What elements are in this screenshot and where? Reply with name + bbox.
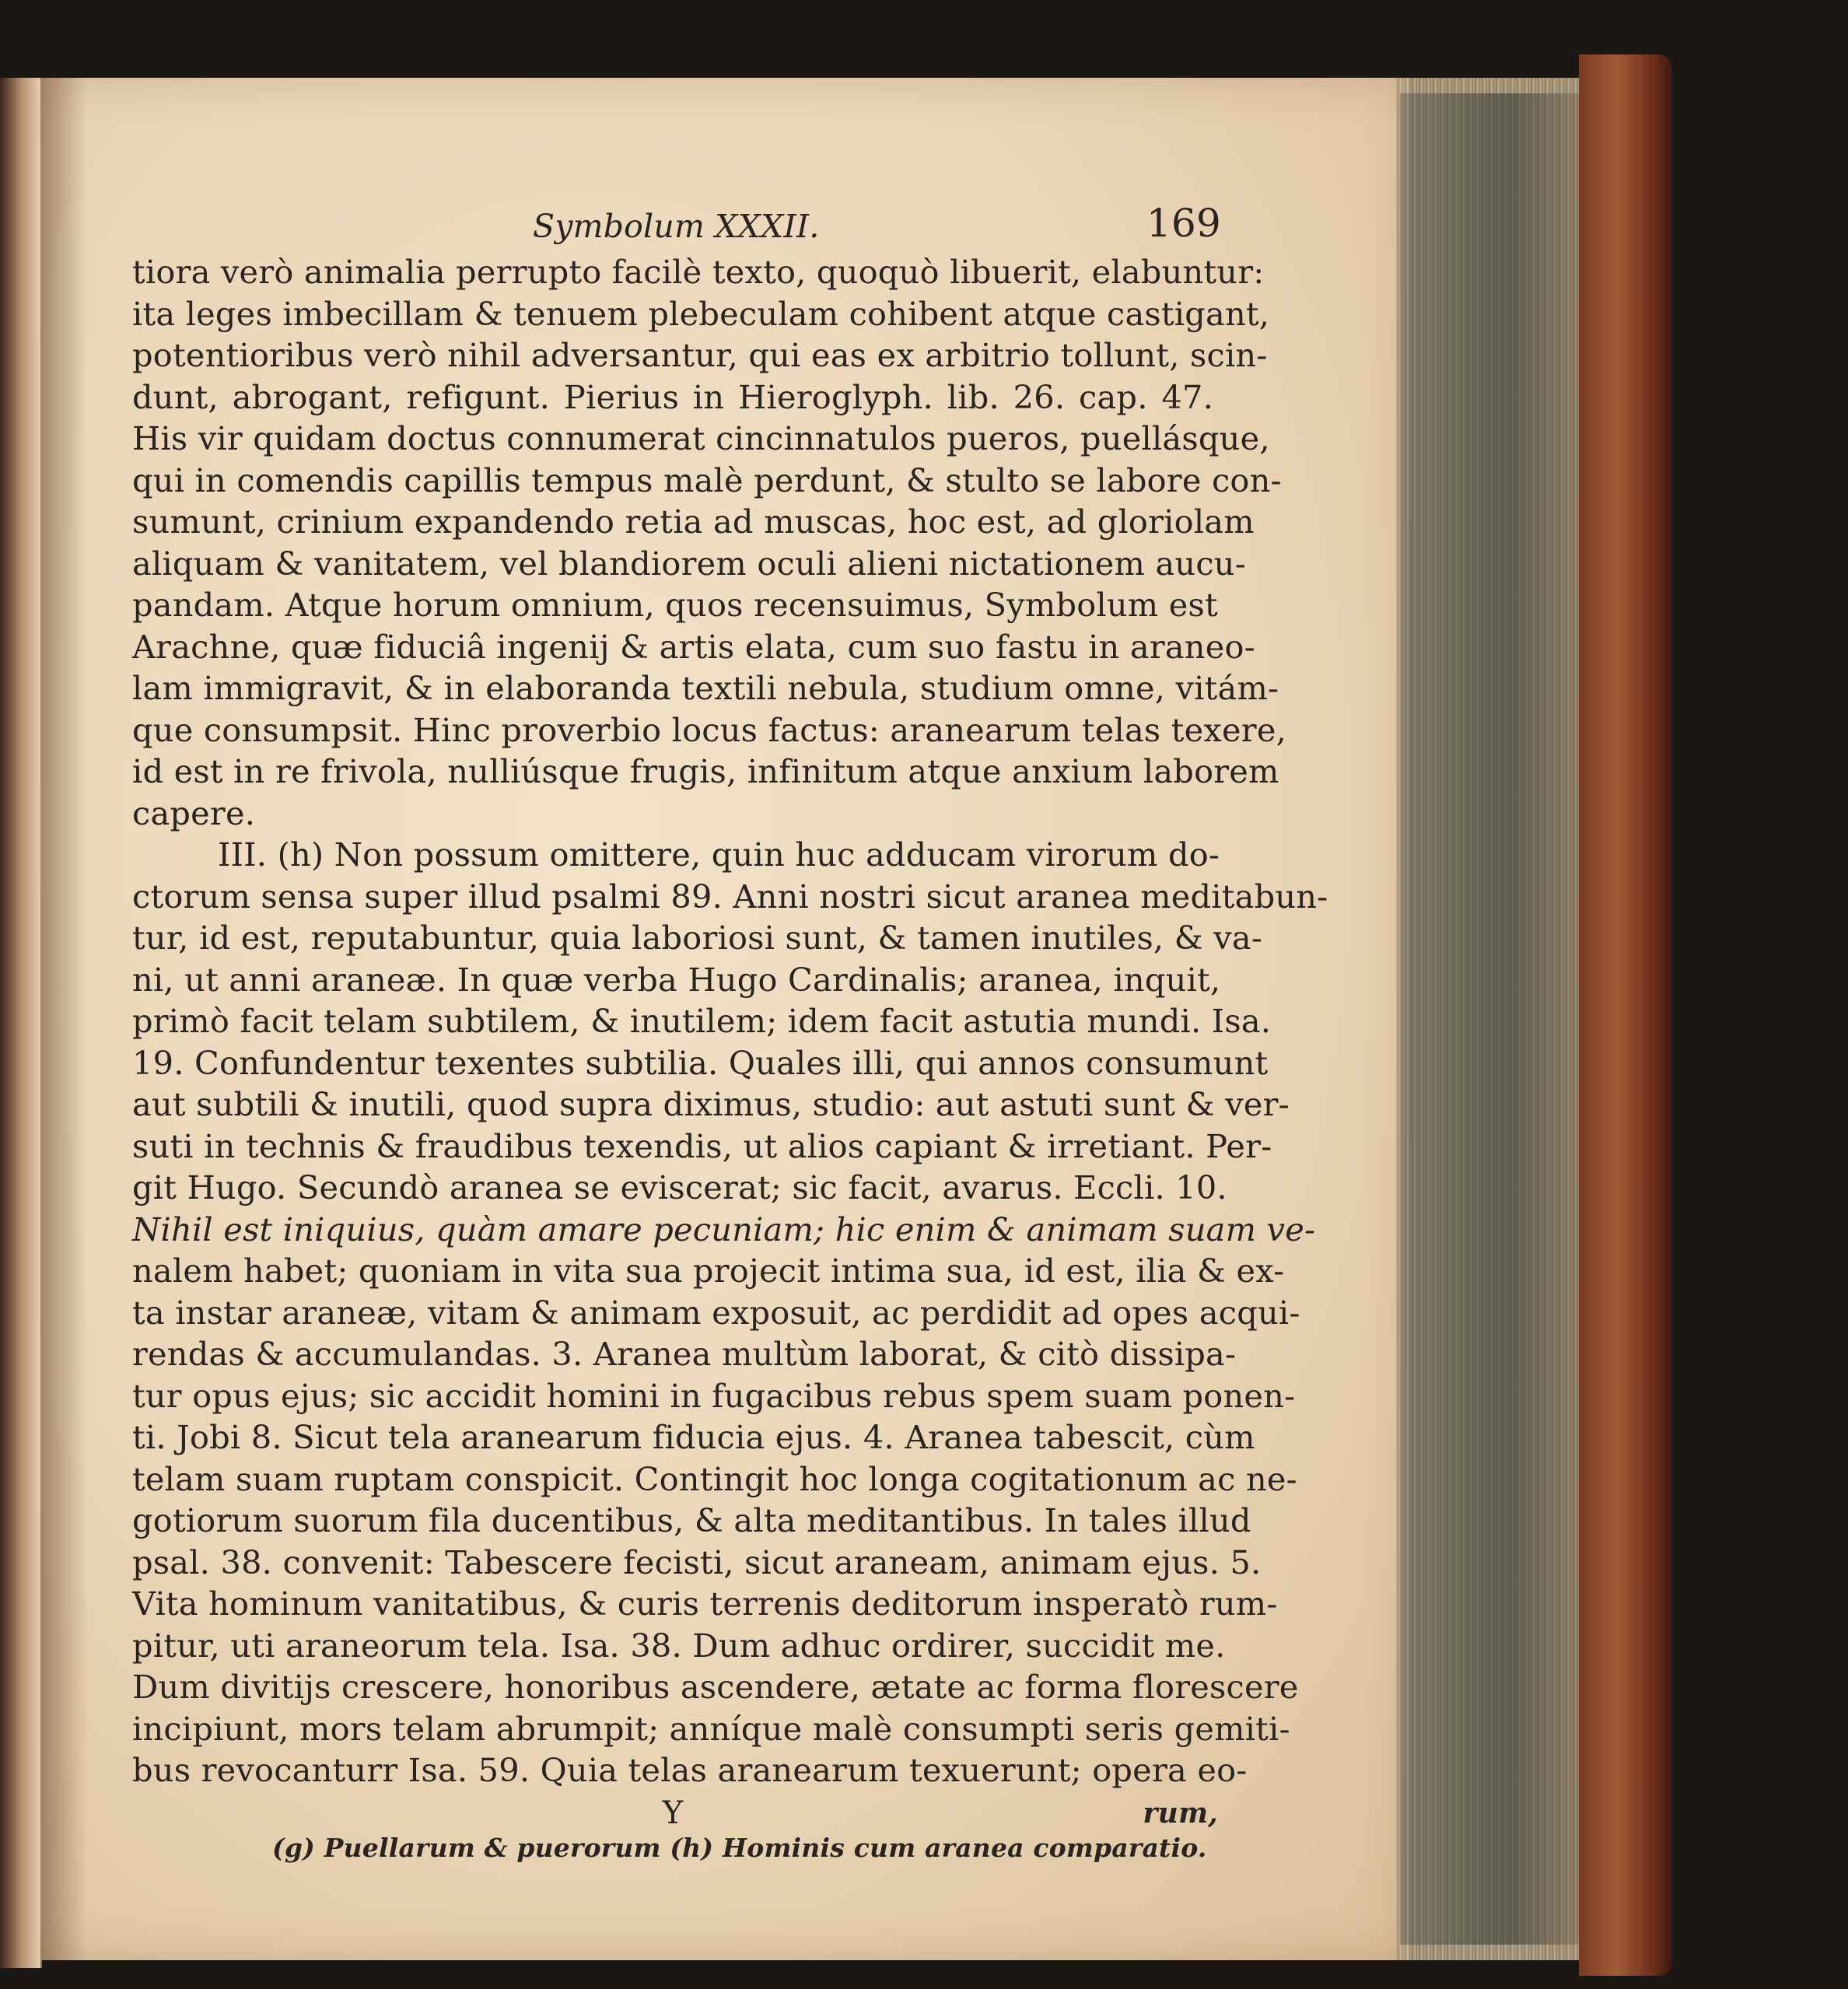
- text-line: aut subtili & inutili, quod supra diximus, studio: aut astuti sunt & ver-: [132, 1085, 1290, 1123]
- text-line: tiora verò animalia perrupto facilè texto, quoquò libuerit, elabuntur:: [132, 253, 1265, 291]
- text-line: lam immigravit, & in elaboranda textili nebula, studium omne, vitám-: [132, 669, 1279, 707]
- text-line: ni, ut anni araneæ. In quæ verba Hugo Cardinalis; aranea, inquit,: [132, 960, 1221, 999]
- book-cover-spine: [1579, 54, 1672, 1976]
- text-line: psal. 38. convenit: Tabescere fecisti, sicut araneam, animam ejus. 5.: [132, 1543, 1262, 1581]
- signature-mark-row: [132, 1793, 1218, 1831]
- catchword: rum,: [1143, 1796, 1218, 1830]
- text-line: ita leges imbecillam & tenuem plebeculam cohibent atque castigant,: [132, 294, 1270, 333]
- text-line: primò facit telam subtilem, & inutilem; idem facit astutia mundi. Isa.: [132, 1002, 1272, 1040]
- text-line: capere.: [132, 793, 256, 832]
- running-head: Symbolum XXXII.: [533, 208, 820, 245]
- text-line: ctorum sensa super illud psalmi 89. Anni nostri sicut aranea meditabun-: [132, 877, 1328, 916]
- text-line: qui in comendis capillis tempus malè perdunt, & stulto se labore con-: [132, 460, 1282, 499]
- left-page-edge: [0, 78, 42, 1968]
- text-line: bus revocanturr Isa. 59. Quia telas aranearum texuerunt; opera eo-: [132, 1751, 1248, 1789]
- text-line: dunt, abrogant, refigunt. Pierius in Hieroglyph. lib. 26. cap. 47.: [132, 377, 1213, 416]
- text-line: III. (h) Non possum omittere, quin huc adducam virorum do-: [218, 835, 1220, 874]
- text-line: git Hugo. Secundò aranea se eviscerat; sic facit, avarus. Eccli. 10.: [132, 1168, 1227, 1206]
- text-line: pitur, uti araneorum tela. Isa. 38. Dum adhuc ordirer, succidit me.: [132, 1626, 1226, 1665]
- text-line: nalem habet; quoniam in vita sua projecit intima sua, id est, ilia & ex-: [132, 1252, 1285, 1290]
- text-line: Arachne, quæ fiduciâ ingenij & artis elata, cum suo fastu in araneo-: [132, 627, 1255, 666]
- page-fore-edge-shade: [1400, 93, 1579, 1945]
- text-line: ti. Jobi 8. Sicut tela aranearum fiducia ejus. 4. Aranea tabescit, cùm: [132, 1418, 1255, 1456]
- text-line: tur opus ejus; sic accidit homini in fugacibus rebus spem suam ponen-: [132, 1376, 1296, 1415]
- text-line: tur, id est, reputabuntur, quia laboriosi sunt, & tamen inutiles, & va-: [132, 919, 1263, 957]
- page-number: 169: [1146, 201, 1221, 246]
- text-line: sumunt, crinium expandendo retia ad muscas, hoc est, ad gloriolam: [132, 503, 1255, 541]
- text-line: ta instar araneæ, vitam & animam exposuit, ac perdidit ad opes acqui-: [132, 1293, 1300, 1332]
- signature-mark: Y: [662, 1795, 684, 1831]
- text-line: suti in technis & fraudibus texendis, ut alios capiant & irretiant. Per-: [132, 1126, 1272, 1165]
- marginal-notes: (g) Puellarum & puerorum (h) Hominis cum aranea comparatio.: [272, 1832, 1207, 1863]
- text-line: gotiorum suorum fila ducentibus, & alta meditantibus. In tales illud: [132, 1501, 1251, 1539]
- text-line: Vita hominum vanitatibus, & curis terrenis deditorum insperatò rum-: [132, 1585, 1278, 1623]
- gutter-shadow: [40, 78, 87, 1960]
- text-line: aliquam & vanitatem, vel blandiorem oculi alieni nictationem aucu-: [132, 544, 1246, 583]
- text-line: incipiunt, mors telam abrumpit; anníque malè consumpti seris gemiti-: [132, 1709, 1290, 1748]
- text-line: Nihil est iniquius, quàm amare pecuniam; hic enim & animam suam ve-: [132, 1210, 1316, 1248]
- text-line: id est in re frivola, nulliúsque frugis, infinitum atque anxium laborem: [132, 752, 1279, 790]
- text-line: pandam. Atque horum omnium, quos recensuimus, Symbolum est: [132, 586, 1218, 624]
- text-line: His vir quidam doctus connumerat cincinnatulos pueros, puellásque,: [132, 419, 1270, 457]
- text-line: telam suam ruptam conspicit. Contingit hoc longa cogitationum ac ne-: [132, 1459, 1297, 1498]
- text-line: Dum divitijs crescere, honoribus ascendere, ætate ac forma florescere: [132, 1668, 1299, 1706]
- page-header: [132, 201, 1221, 251]
- text-line: 19. Confundentur texentes subtilia. Quales illi, qui annos consumunt: [132, 1043, 1269, 1082]
- text-line: potentioribus verò nihil adversantur, qui eas ex arbitrio tollunt, scin-: [132, 336, 1268, 374]
- text-line: rendas & accumulandas. 3. Aranea multùm laborat, & citò dissipa-: [132, 1335, 1237, 1373]
- text-line: que consumpsit. Hinc proverbio locus factus: aranearum telas texere,: [132, 710, 1286, 749]
- page-text: [132, 201, 1328, 1868]
